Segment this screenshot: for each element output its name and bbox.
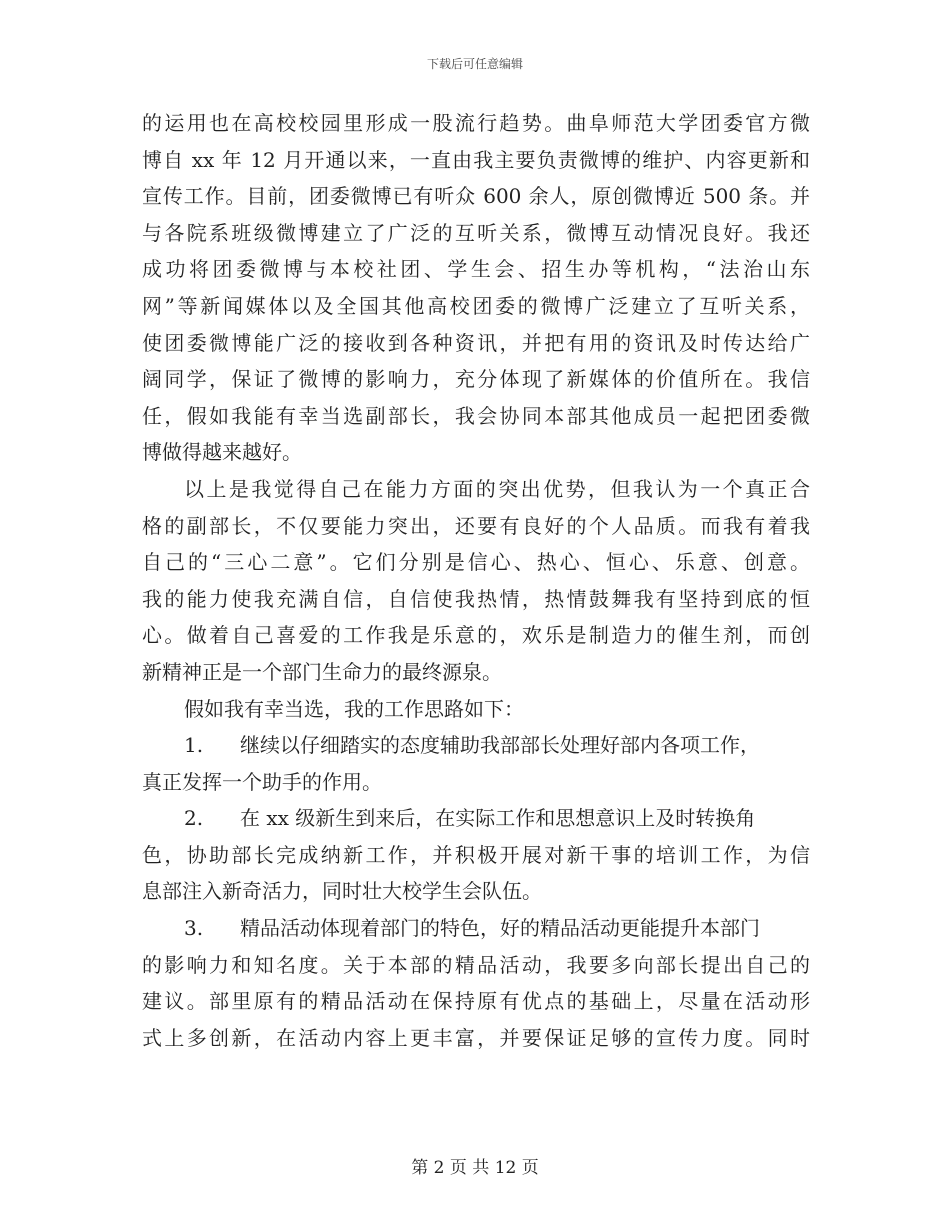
text-line: 建议。部里原有的精品活动在保持原有优点的基础上，尽量在活动形	[142, 989, 810, 1014]
list-number: 1.	[184, 733, 204, 758]
text-line: 成功将团委微博与本校社团、学生会、招生办等机构，“法治山东	[142, 257, 810, 282]
text-line: 我的能力使我充满自信，自信使我热情，热情鼓舞我有坚持到底的恒	[142, 586, 810, 611]
text-line: 博自 xx 年 12 月开通以来，一直由我主要负责微博的维护、内容更新和	[142, 147, 810, 172]
text-line: 网”等新闻媒体以及全国其他高校团委的微博广泛建立了互听关系，	[142, 293, 810, 318]
page-header: 下载后可任意编辑	[426, 57, 523, 71]
text-line: 以上是我觉得自己在能力方面的突出优势，但我认为一个真正合	[184, 476, 810, 501]
page-footer: 第 2 页 共 12 页	[411, 1158, 539, 1178]
list-text: 精品活动体现着部门的特色，好的精品活动更能提升本部门	[240, 916, 760, 941]
list-item-2	[142, 800, 810, 837]
text-line: 真正发挥一个助手的作用。	[142, 769, 382, 794]
list-item-3	[142, 910, 810, 947]
text-line: 的影响力和知名度。关于本部的精品活动，我要多向部长提出自己的	[142, 952, 810, 977]
text-line: 色，协助部长完成纳新工作，并积极开展对新干事的培训工作，为信	[142, 842, 810, 867]
text-line: 与各院系班级微博建立了广泛的互听关系，微博互动情况良好。我还	[142, 220, 810, 245]
list-number: 3.	[184, 916, 204, 941]
list-text: 在 xx 级新生到来后，在实际工作和思想意识上及时转换角	[240, 806, 756, 831]
list-text: 继续以仔细踏实的态度辅助我部部长处理好部内各项工作，	[240, 733, 760, 758]
text-line: 新精神正是一个部门生命力的最终源泉。	[142, 659, 502, 684]
text-line: 博做得越来越好。	[142, 440, 302, 465]
text-line: 宣传工作。目前，团委微博已有听众 600 余人，原创微博近 500 条。并	[142, 184, 810, 209]
list-number: 2.	[184, 806, 204, 831]
text-line: 格的副部长，不仅要能力突出，还要有良好的个人品质。而我有着我	[142, 513, 810, 538]
text-line: 息部注入新奇活力，同时壮大校学生会队伍。	[142, 879, 542, 904]
text-line: 式上多创新，在活动内容上更丰富，并要保证足够的宣传力度。同时	[142, 1025, 810, 1050]
text-line: 自己的“三心二意”。它们分别是信心、热心、恒心、乐意、创意。	[142, 550, 810, 575]
list-item-1	[142, 727, 810, 764]
text-line: 任，假如我能有幸当选副部长，我会协同本部其他成员一起把团委微	[142, 403, 810, 428]
text-line: 假如我有幸当选，我的工作思路如下：	[184, 696, 524, 721]
text-line: 心。做着自己喜爱的工作我是乐意的，欢乐是制造力的催生剂，而创	[142, 623, 810, 648]
text-line: 使团委微博能广泛的接收到各种资讯，并把有用的资讯及时传达给广	[142, 330, 810, 355]
document-body	[142, 105, 810, 1056]
text-line: 的运用也在高校校园里形成一股流行趋势。曲阜师范大学团委官方微	[142, 111, 810, 135]
text-line: 阔同学，保证了微博的影响力，充分体现了新媒体的价值所在。我信	[142, 367, 810, 392]
